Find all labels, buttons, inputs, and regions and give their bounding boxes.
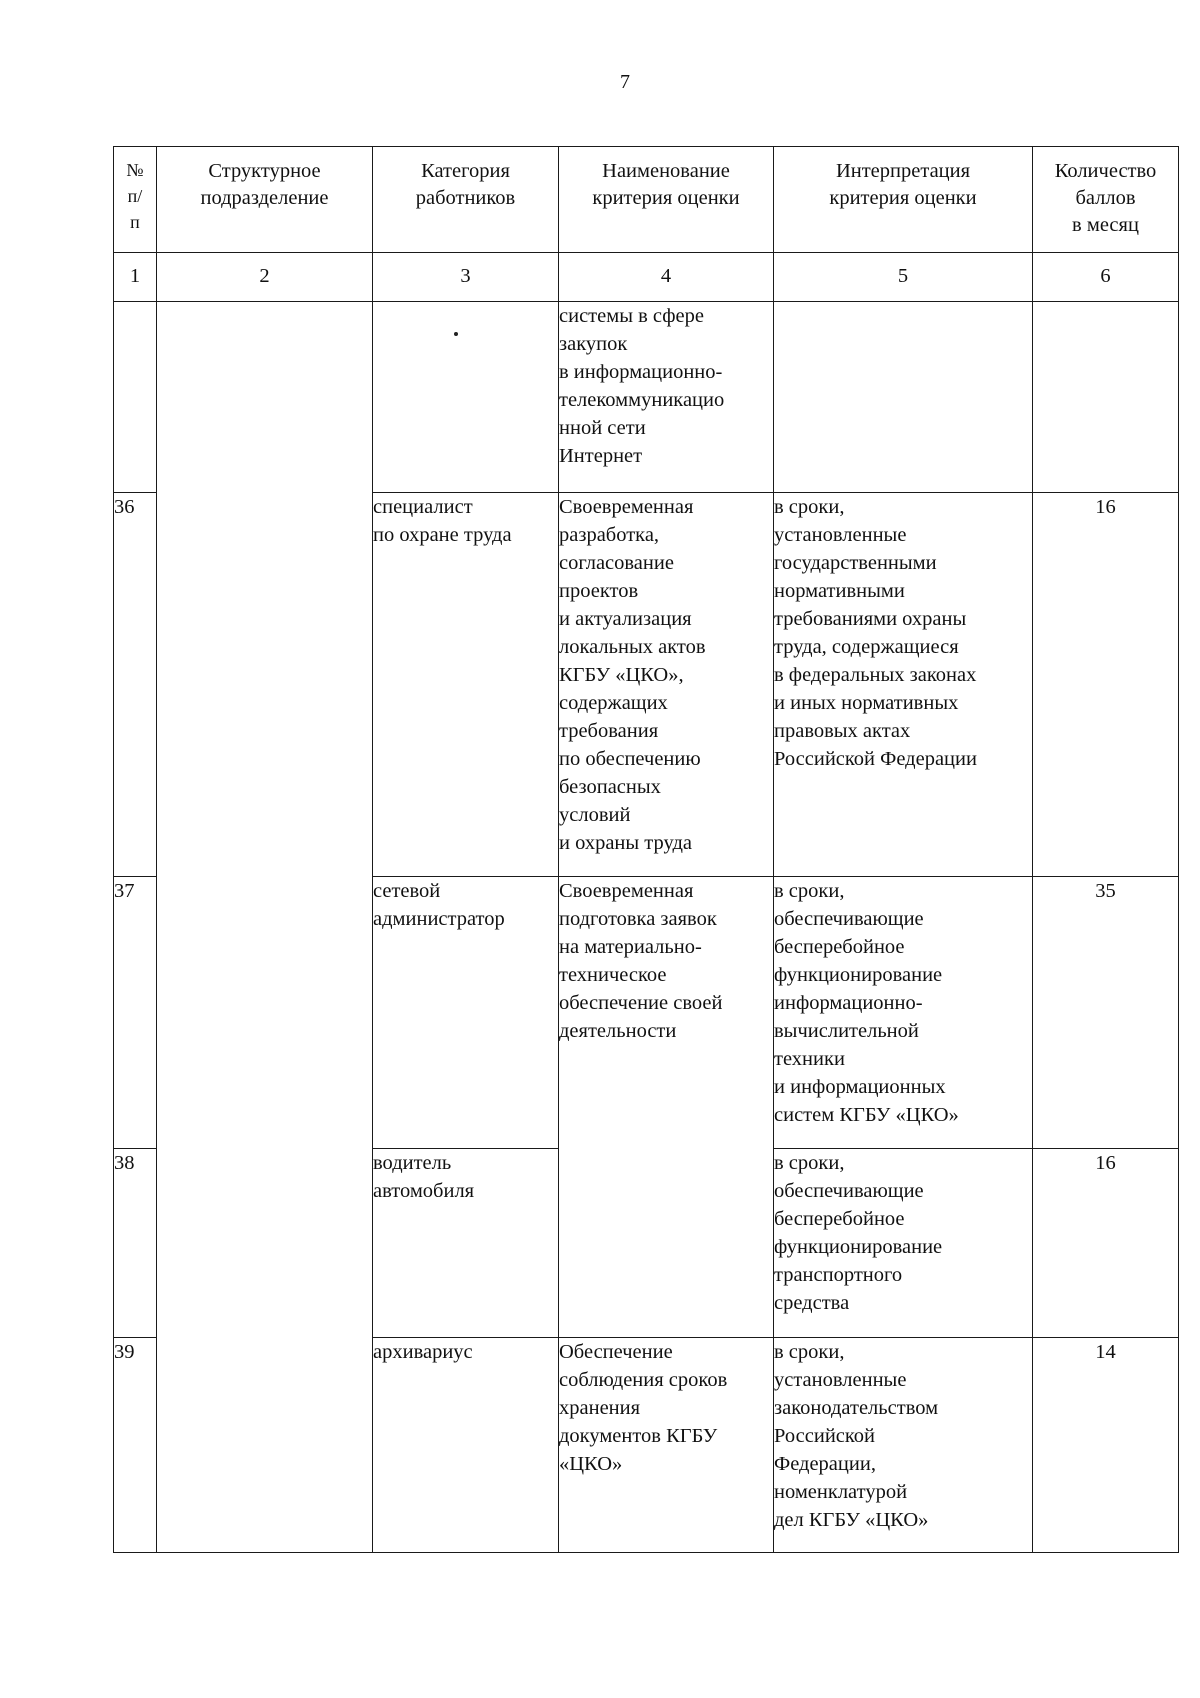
header-cell-number: № п/ п [114,147,157,253]
category-cell: специалист по охране труда [373,493,559,877]
category-cell: архивариус [373,1338,559,1553]
criterion-cell: системы в сфере закупок в информационно- телекоммуникацио нной сети Интернет [559,302,774,493]
points-cell: 14 [1033,1338,1179,1553]
interpretation-cell: в сроки, установленные государственными нормативными требованиями охраны труда, содержащиеся в федеральных законах и иных нормативных правовых актах Российской Федерации [774,493,1033,877]
row-number-cell: 37 [114,877,157,1149]
row-number-cell: 38 [114,1149,157,1338]
scan-dot-mark [454,332,458,336]
page-number: 7 [620,71,630,93]
points-cell [1033,302,1179,493]
points-cell: 16 [1033,1149,1179,1338]
criterion-cell: Своевременная разработка, согласование проектов и актуализация локальных актов КГБУ «ЦКО», содержащих требования по обеспечению безопасных условий и охраны труда [559,493,774,877]
header-cell-criterion: Наименование критерия оценки [559,147,774,253]
division-cell [157,302,373,1553]
column-number: 1 [114,253,157,302]
row-number-cell [114,302,157,493]
header-cell-points: Количество баллов в месяц [1033,147,1179,253]
row-number-cell: 36 [114,493,157,877]
column-number: 5 [774,253,1033,302]
column-number: 2 [157,253,373,302]
interpretation-cell: в сроки, обеспечивающие бесперебойное функционирование информационно- вычислительной техники и информационных систем КГБУ «ЦКО» [774,877,1033,1149]
interpretation-cell: в сроки, установленные законодательством Российской Федерации, номенклатурой дел КГБУ «ЦКО» [774,1338,1033,1553]
category-cell: водитель автомобиля [373,1149,559,1338]
interpretation-cell: в сроки, обеспечивающие бесперебойное функционирование транспортного средства [774,1149,1033,1338]
points-cell: 16 [1033,493,1179,877]
column-number: 4 [559,253,774,302]
header-row [114,147,1179,253]
header-cell-category: Категория работников [373,147,559,253]
column-number: 3 [373,253,559,302]
column-number: 6 [1033,253,1179,302]
header-cell-division: Структурное подразделение [157,147,373,253]
category-cell: сетевой администратор [373,877,559,1149]
criteria-table [113,146,1179,1553]
category-cell [373,302,559,493]
header-cell-interpretation: Интерпретация критерия оценки [774,147,1033,253]
row-number-cell: 39 [114,1338,157,1553]
criterion-cell: Обеспечение соблюдения сроков хранения документов КГБУ «ЦКО» [559,1338,774,1553]
criterion-cell-merged: Своевременная подготовка заявок на материально- техническое обеспечение своей деятельности [559,877,774,1338]
points-cell: 35 [1033,877,1179,1149]
table-row-continuation [114,302,1179,493]
interpretation-cell [774,302,1033,493]
column-number-row [114,253,1179,302]
